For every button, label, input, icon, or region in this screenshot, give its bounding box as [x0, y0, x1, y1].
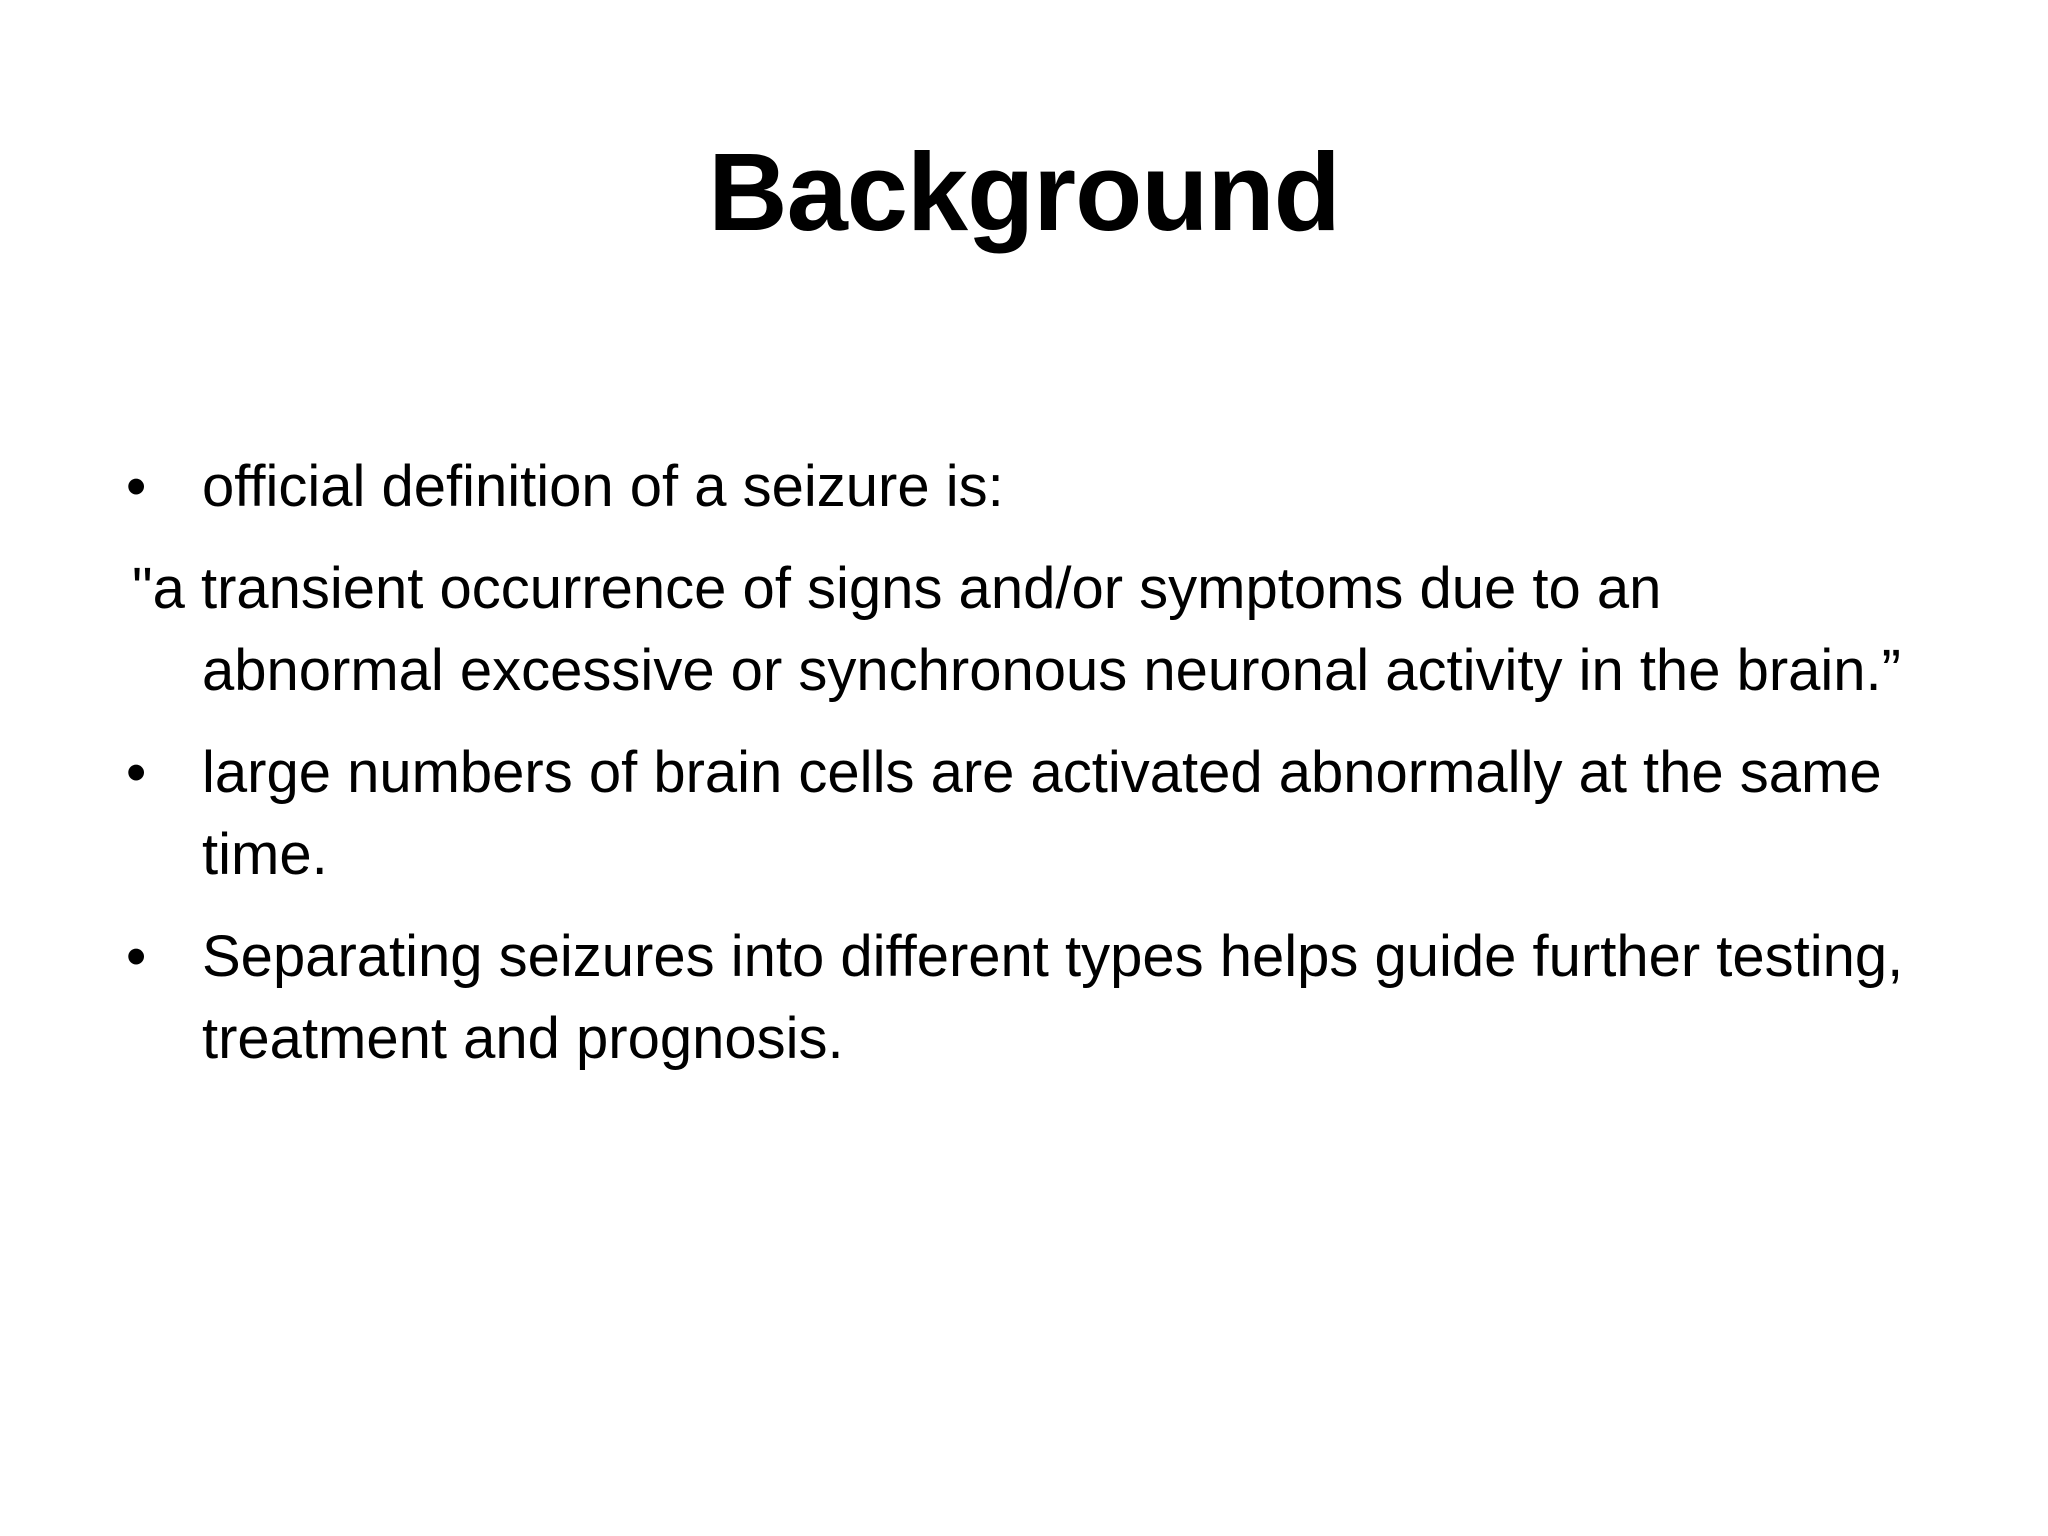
- bullet-icon: •: [126, 740, 147, 805]
- slide-body: [118, 446, 1918, 1100]
- slide-title: Background: [708, 131, 1340, 254]
- bullet-item-definition: [118, 446, 1918, 528]
- bullet-text: Separating seizures into different types helps guide further testing, treatment and prognosis.: [202, 924, 1904, 1071]
- bullet-text: large numbers of brain cells are activated abnormally at the same time.: [202, 740, 1882, 887]
- bullet-icon: •: [126, 924, 147, 989]
- bullet-item-brain-cells: [118, 732, 1918, 896]
- bullet-text: official definition of a seizure is:: [202, 454, 1004, 519]
- quote-text: "a transient occurrence of signs and/or symptoms due to an abnormal excessive or synchronous neuronal activity in the brain.”: [132, 556, 1901, 703]
- bullet-item-seizure-types: [118, 916, 1918, 1080]
- bullet-icon: •: [126, 454, 147, 519]
- definition-quote: [118, 548, 1918, 712]
